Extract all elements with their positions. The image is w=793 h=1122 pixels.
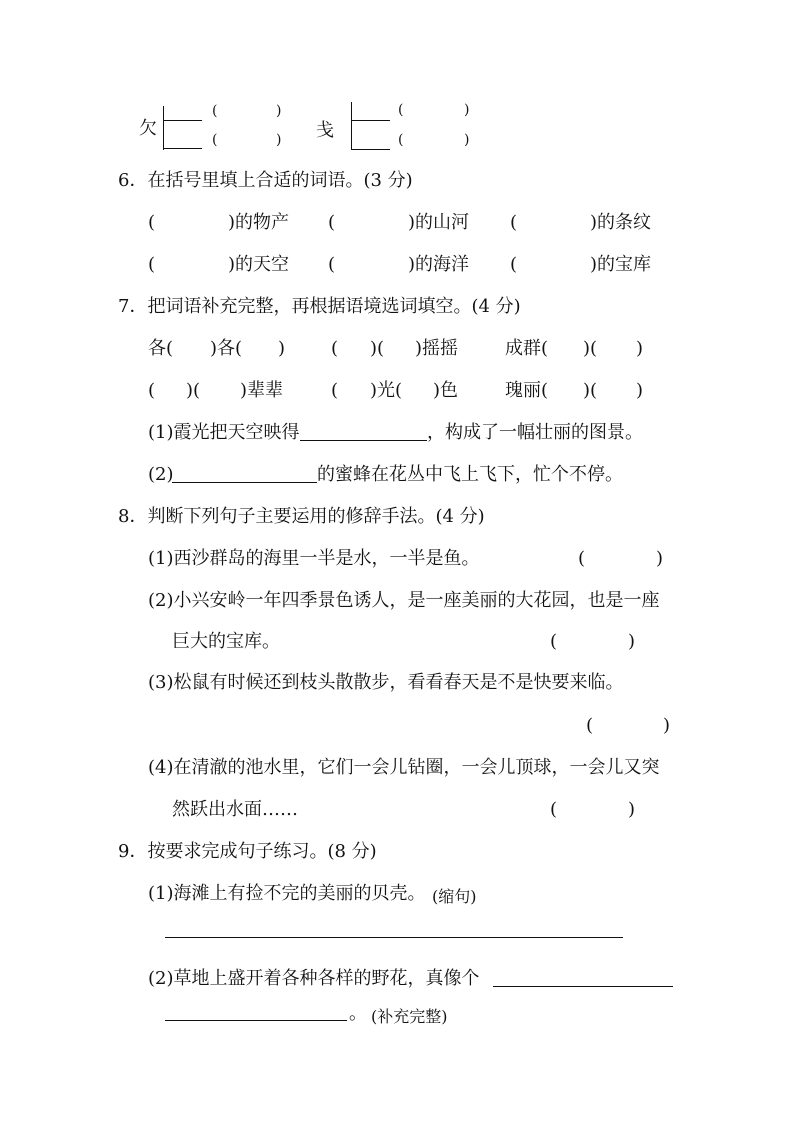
answer-blank[interactable] [493, 986, 673, 987]
paren-open: ( [212, 132, 218, 148]
q7-word: ) [278, 338, 286, 359]
answer-paren-open: ( [578, 548, 586, 569]
branch-line [164, 148, 202, 149]
q7-word: )( [583, 338, 598, 359]
question-7-title: 7．把词语补充完整，再根据语境选词填空。(4 分) [118, 296, 521, 317]
bracket [163, 106, 164, 150]
answer-line[interactable] [165, 937, 623, 938]
answer-paren-close: ) [656, 548, 664, 569]
q9-note-1: (缩句) [432, 887, 477, 906]
answer-paren-close: ) [663, 715, 671, 736]
q8-sentence-3: (3)松鼠有时候还到枝头散散步，看看春天是不是快要来临。 [148, 672, 624, 693]
paren-close: ) [464, 102, 470, 118]
q9-sentence-1: (1)海滩上有捡不完的美丽的贝壳。 [148, 883, 426, 904]
q6-paren: ( [328, 212, 336, 233]
branch-line [352, 120, 390, 121]
q7-word: 成群( [505, 338, 549, 359]
q7-word: 各( [148, 338, 174, 359]
answer-blank[interactable] [300, 440, 427, 441]
q6-paren: ( [328, 254, 336, 275]
q7-word: ( [331, 380, 339, 401]
q6-word: )的山河 [408, 212, 470, 233]
q6-paren: ( [510, 254, 518, 275]
answer-paren-close: ) [628, 799, 636, 820]
q6-word: )的条纹 [590, 212, 652, 233]
q6-word: )的海洋 [408, 254, 470, 275]
q6-paren: ( [148, 254, 156, 275]
q7-sentence-2: (2) [148, 464, 174, 485]
answer-paren-open: ( [550, 631, 558, 652]
q7-word: )( [186, 380, 201, 401]
q8-sentence-4: (4)在清澈的池水里，它们一会儿钻圈，一会儿顶球，一会儿又突 [148, 757, 660, 778]
paren-open: ( [398, 132, 404, 148]
q7-word: 瑰丽( [505, 380, 549, 401]
q7-word: ( [148, 380, 156, 401]
paren-close: ) [464, 132, 470, 148]
q7-sentence-1-end: ，构成了一幅壮丽的图景。 [427, 422, 643, 443]
q9-note-2: (补充完整) [371, 1007, 448, 1026]
q6-paren: ( [148, 212, 156, 233]
q7-sentence-2-end: 的蜜蜂在花丛中飞上飞下，忙个不停。 [317, 464, 623, 485]
answer-paren-open: ( [586, 715, 594, 736]
q6-word: )的物产 [228, 212, 290, 233]
bracket [351, 102, 352, 150]
branch-line [164, 120, 202, 121]
q7-word: ) [636, 380, 644, 401]
q7-word: )辈辈 [240, 380, 284, 401]
q7-word: )摇摇 [415, 338, 459, 359]
q7-word: )光( [370, 380, 403, 401]
char-qian: 欠 [139, 118, 157, 139]
paren-open: ( [212, 103, 218, 119]
branch-line [352, 149, 390, 150]
q7-word: )色 [433, 380, 459, 401]
q7-word: ( [331, 338, 339, 359]
q8-sentence-2: (2)小兴安岭一年四季景色诱人，是一座美丽的大花园，也是一座 [148, 590, 660, 611]
answer-paren-close: ) [628, 631, 636, 652]
answer-paren-open: ( [550, 799, 558, 820]
q7-sentence-1: (1)霞光把天空映得 [148, 422, 300, 443]
paren-open: ( [398, 102, 404, 118]
q6-word: )的宝库 [590, 254, 652, 275]
q7-word: )( [583, 380, 598, 401]
char-jian: 戋 [316, 120, 334, 141]
q8-sentence-4-cont: 然跃出水面…… [172, 799, 298, 820]
question-6-title: 6．在括号里填上合适的词语。(3 分) [118, 170, 413, 191]
q8-sentence-2-cont: 巨大的宝库。 [172, 631, 280, 652]
q7-word: )各( [210, 338, 243, 359]
paren-close: ) [276, 103, 282, 119]
question-8-title: 8．判断下列句子主要运用的修辞手法。(4 分) [118, 506, 485, 527]
question-9-title: 9．按要求完成句子练习。(8 分) [118, 841, 377, 862]
answer-blank[interactable] [165, 1020, 347, 1021]
paren-close: ) [276, 132, 282, 148]
q6-word: )的天空 [228, 254, 290, 275]
q9-sentence-2: (2)草地上盛开着各种各样的野花，真像个 [148, 968, 480, 989]
answer-blank[interactable] [172, 482, 317, 483]
q9-period: 。 [349, 1003, 367, 1024]
q7-word: )( [370, 338, 385, 359]
q8-sentence-1: (1)西沙群岛的海里一半是水，一半是鱼。 [148, 548, 480, 569]
q6-paren: ( [510, 212, 518, 233]
q7-word: ) [636, 338, 644, 359]
